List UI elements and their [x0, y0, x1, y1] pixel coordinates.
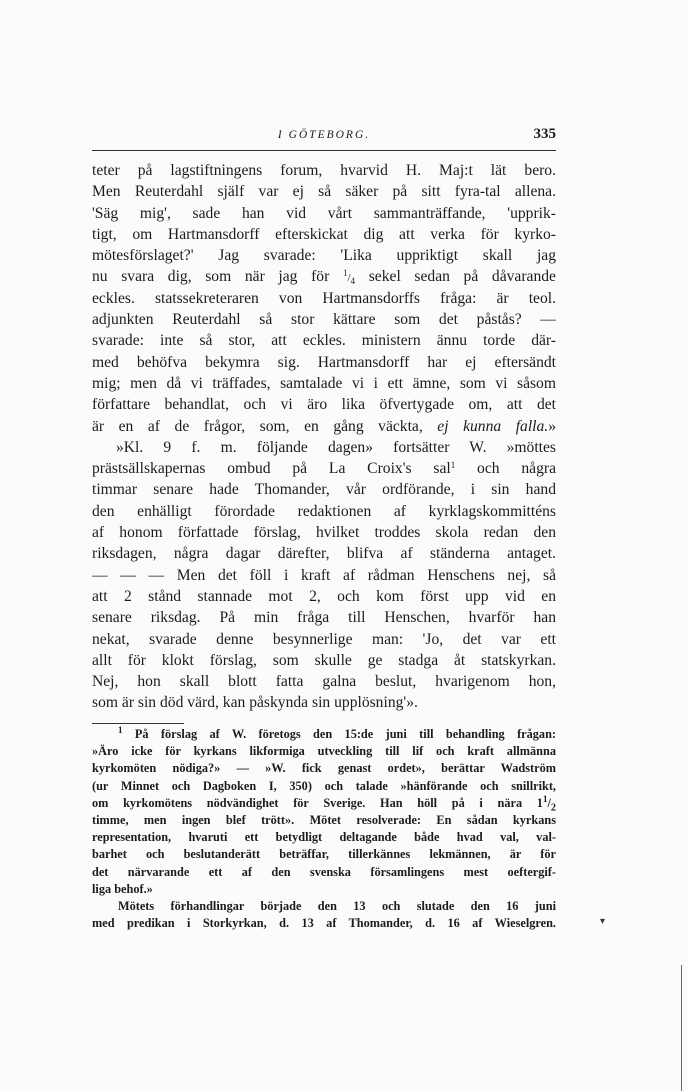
text-line: den enhälligt förordade redaktionen af kyrklagskommitténs — [92, 502, 556, 520]
fraction-denominator: 2 — [550, 802, 556, 812]
text-segment: nu svara dig, som när jag för — [92, 268, 330, 286]
text-line — [92, 416, 556, 437]
text-line: mig; men då vi träffades, samtalade vi i ett ämne, som vi såsom — [92, 374, 556, 392]
footnote-line: (ur Minnet och Dagboken I, 350) och talade »hänförande och snillrikt, — [92, 778, 556, 793]
text-segment: är en af de frågor, som, en gång väckta, — [92, 417, 423, 435]
footnote-rule — [92, 723, 184, 724]
footnote-line: barhet och beslutanderätt beträffar, tillerkännes lekmännen, är för — [92, 847, 556, 862]
footnote-line: om kyrkomötens nödvändighet för Sverige. Han höll på i nära $1^1/_2$ — [92, 794, 556, 812]
text-line: författare behandlat, och vi äro lika öfvertygade om, att det — [92, 396, 556, 414]
text-line: — — — Men det föll i kraft af rådman Henschens nej, så — [92, 566, 556, 584]
text-line: Nej, hon skall blott fatta galna beslut, hvarigenom hon, — [92, 673, 556, 691]
text-line: timmar senare hade Thomander, vår ordförande, i sin hand — [92, 481, 556, 499]
text-line: teter på lagstiftningens forum, hvarvid H. Maj:t lät bero. — [92, 162, 556, 179]
fraction-numerator: 1 — [342, 268, 348, 279]
footnote-reference: 1 — [450, 460, 456, 471]
footnote-line: timme, men ingen blef trött». Mötet resolverade: En sådan kyrkans — [92, 812, 556, 827]
footnote-line: liga behof.» — [92, 881, 153, 896]
fraction-denominator: 4 — [350, 276, 356, 287]
text-segment: sekel sedan på dåvarande — [368, 268, 556, 286]
text-line: att 2 stånd stannade mot 2, och kom först upp vid en — [92, 587, 556, 605]
text-segment: och några — [477, 460, 556, 478]
text-line — [92, 458, 556, 479]
text-line: »Kl. 9 f. m. följande dagen» fortsätter W. »möttes — [116, 438, 556, 456]
text-line: adjunkten Reuterdahl så stor kättare som det påstås? — — [92, 311, 556, 329]
footnote-line: det närvarande ett af den svenska församlingens mest oeftergif- — [92, 864, 556, 879]
text-line: senare riksdag. På min fråga till Henschen, hvarför han — [92, 609, 556, 627]
text-segment: prästsällskapernas ombud på La Croix's sal — [92, 460, 451, 478]
text-line: af honom författade förslag, hvilket troddes skola redan den — [92, 524, 556, 542]
scan-edge-line — [681, 965, 682, 1091]
running-title: I GÖTEBORG. — [277, 129, 371, 141]
footnote-line — [92, 726, 556, 743]
page-header — [92, 126, 556, 146]
fraction-numerator: 1 — [542, 794, 548, 804]
text-segment: » — [548, 417, 556, 435]
text-line: som är sin död värd, kan påskynda sin upplösning'». — [92, 694, 418, 712]
text-line: allt för klokt förslag, som skulle ge stadga åt statskyrkan. — [92, 651, 556, 669]
text-line — [92, 266, 556, 287]
main-text — [92, 160, 556, 714]
fraction: $^1/_4$ — [342, 268, 356, 287]
footnote-line: »Äro icke för kyrkans likformiga utveckling till lif och kraft allmänna — [92, 744, 556, 759]
text-line: Men Reuterdahl själf var ej så säker på sitt fyra-tal allena. — [92, 183, 556, 201]
footnote-line: Mötets förhandlingar började den 13 och slutade den 16 juni — [118, 898, 556, 913]
text-segment: om kyrkomötens nödvändighet för Sverige. Han höll på i nära 1 — [92, 795, 543, 810]
text-line: svarade: inte så stor, att eckles. ministern ännu torde där- — [92, 332, 556, 350]
footnote-line: representation, hvaruti ett betydligt deltagande både hvad val, val- — [92, 830, 556, 845]
text-line: mötesförslaget?' Jag svarade: 'Lika uppriktigt skall jag — [92, 247, 556, 265]
footnotes — [92, 726, 556, 932]
italic-phrase: ej kunna falla. — [437, 417, 549, 435]
text-segment: På förslag af W. företogs den 15:de juni till behandling frågan: — [134, 727, 556, 741]
text-line: 'Säg mig', sade han vid vårt sammanträffande, 'upprik- — [92, 204, 556, 222]
footnote-line: med predikan i Storkyrkan, d. 13 af Thomander, d. 16 af Wieselgren. — [92, 916, 556, 931]
header-rule — [92, 150, 556, 151]
text-line: riksdagen, några dagar därefter, blifva af ständerna antaget. — [92, 545, 556, 563]
margin-mark: ▾ — [600, 916, 606, 927]
text-line: med behöfva bekymra sig. Hartmansdorff har ej eftersändt — [92, 353, 556, 371]
text-line: tigt, om Hartmansdorff efterskickat dig att verka för kyrko- — [92, 225, 556, 243]
footnote-line: kyrkomöten nödiga?» — »W. fick genast ordet», berättar Wadström — [92, 761, 556, 776]
text-line: eckles. statssekreteraren von Hartmansdorffs fråga: är teol. — [92, 289, 556, 307]
footnote-marker: 1 — [118, 726, 123, 735]
page-number: 335 — [533, 126, 556, 142]
text-line: nekat, svarade denne besynnerlige man: 'Jo, det var ett — [92, 630, 556, 648]
